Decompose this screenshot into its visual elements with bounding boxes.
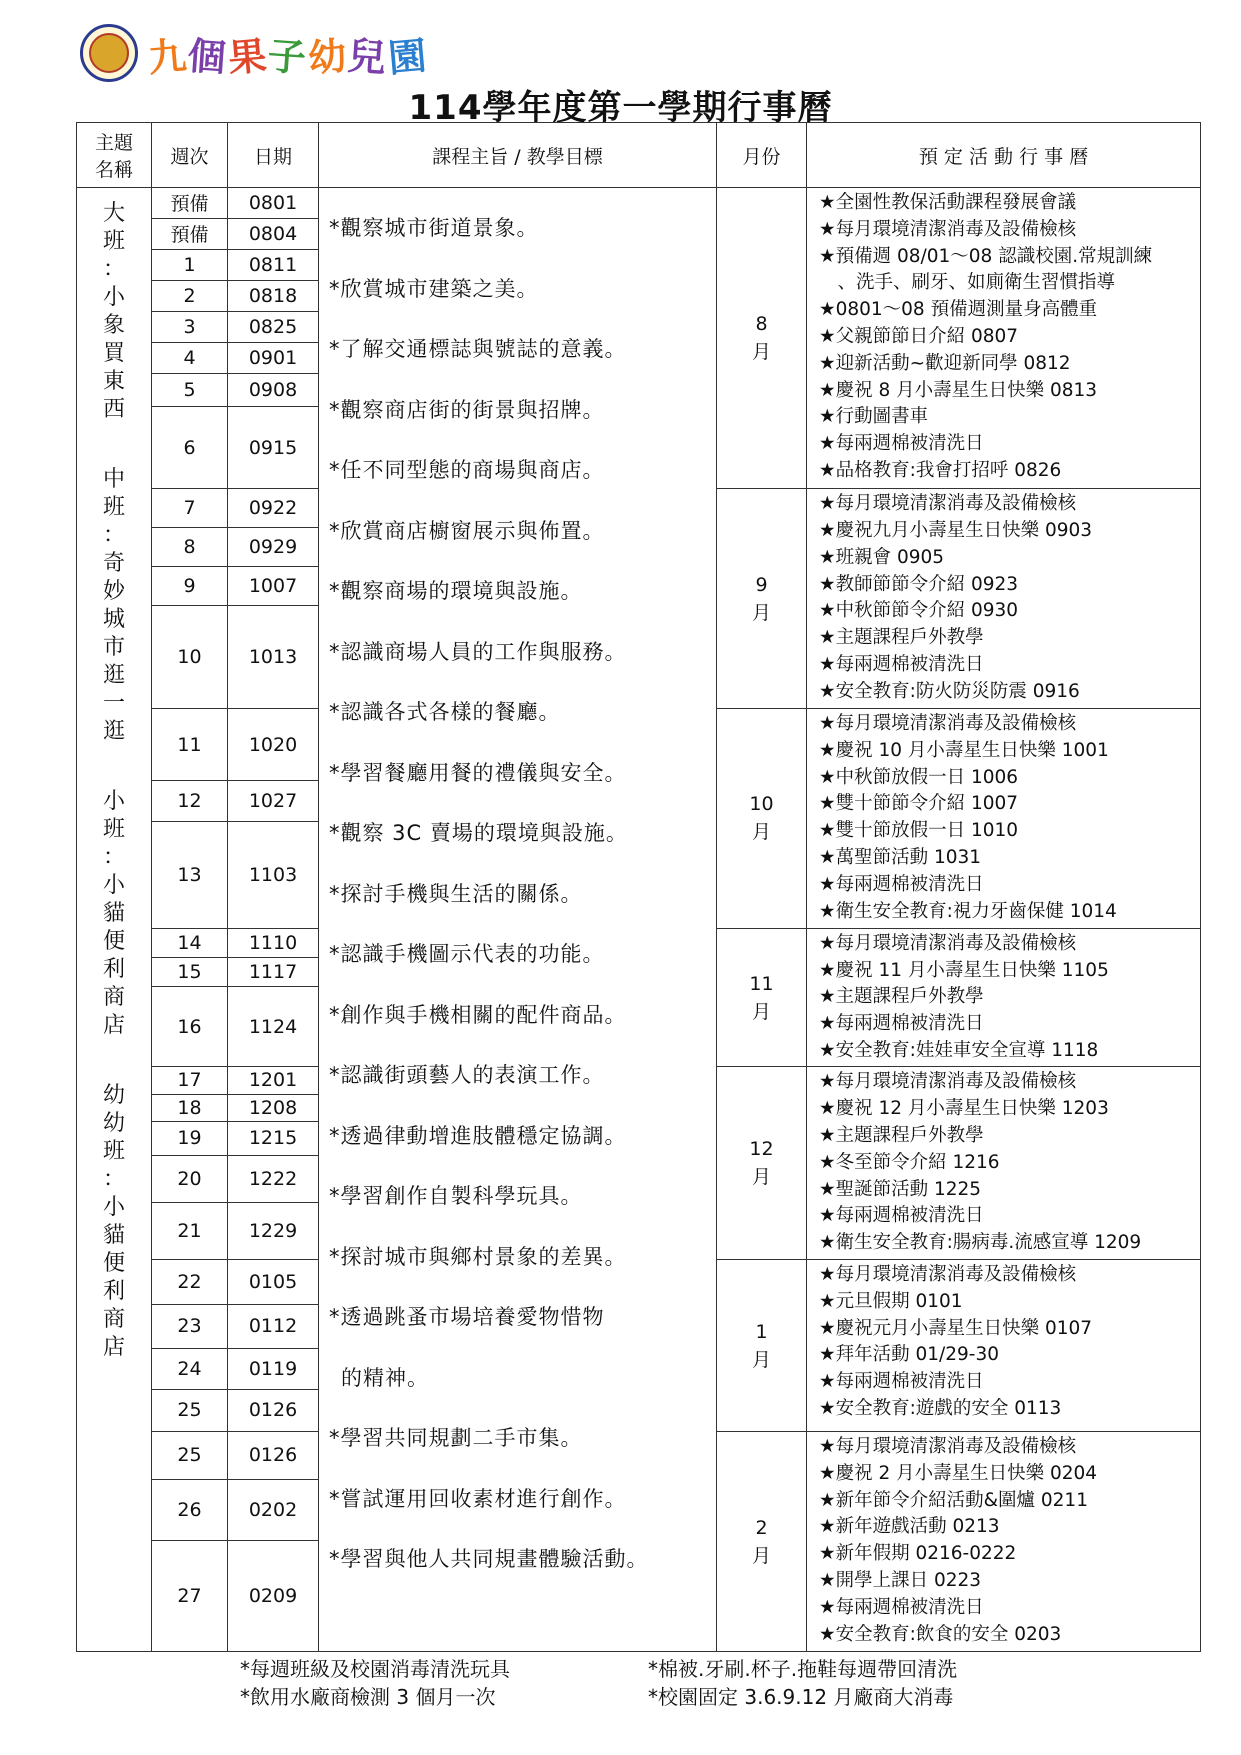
date-cell: 0901	[228, 342, 319, 373]
goal-item: *學習創作自製科學玩具。	[329, 1184, 583, 1208]
school-name-logo: 九個果子幼兒園	[146, 32, 431, 81]
week-cell: 預備	[152, 188, 228, 219]
activity-item: ★中秋節放假一日 1006	[819, 766, 1019, 788]
activity-item: ★每月環境清潔消毒及設備檢核	[819, 712, 1077, 734]
goal-item: *探討手機與生活的關係。	[329, 881, 583, 906]
footer-notes-left	[240, 1655, 510, 1711]
activity-item: ★每兩週棉被清洗日	[819, 1013, 984, 1035]
month-cell: 11 月	[717, 928, 807, 1067]
activities-cell	[807, 1260, 1201, 1432]
footer-note: *校園固定 3.6.9.12 月廠商大消毒	[648, 1685, 954, 1709]
date-cell: 1117	[228, 957, 319, 986]
date-cell: 0804	[228, 218, 319, 249]
activities-cell	[807, 1432, 1201, 1652]
week-cell: 13	[152, 822, 228, 929]
month-cell: 12 月	[717, 1067, 807, 1260]
goal-item: *學習共同規劃二手市集。	[329, 1426, 583, 1450]
date-cell: 0202	[228, 1479, 319, 1540]
date-cell: 1229	[228, 1203, 319, 1260]
activity-item: ★雙十節節令介紹 1007	[819, 793, 1019, 815]
activities-cell	[807, 188, 1201, 489]
goal-item: *觀察商店街的街景與招牌。	[329, 397, 605, 422]
logo	[80, 18, 431, 88]
date-cell: 1208	[228, 1094, 319, 1121]
week-cell: 25	[152, 1432, 228, 1480]
activity-item: ★慶祝 10 月小壽星生日快樂 1001	[819, 739, 1109, 761]
activity-item: ★開學上課日 0223	[819, 1569, 982, 1591]
week-cell: 5	[152, 373, 228, 406]
week-cell: 26	[152, 1479, 228, 1540]
goal-item: *觀察商場的環境與設施。	[329, 579, 583, 603]
month-cell: 9 月	[717, 489, 807, 709]
activity-item: ★中秋節節令介紹 0930	[819, 600, 1019, 622]
date-cell: 0811	[228, 249, 319, 280]
theme-column	[77, 188, 152, 1652]
goal-item: *認識街頭藝人的表演工作。	[329, 1063, 605, 1087]
activity-item: ★教師節節令介紹 0923	[819, 573, 1019, 595]
date-cell: 1222	[228, 1155, 319, 1203]
week-cell: 預備	[152, 218, 228, 249]
month-cell: 10 月	[717, 708, 807, 928]
activity-item: ★慶祝 12 月小壽星生日快樂 1203	[819, 1098, 1109, 1120]
activity-item: ★冬至節令介紹 1216	[819, 1151, 1000, 1173]
activity-item: ★預備週 08/01～08 認識校園.常規訓練	[819, 245, 1153, 267]
header-theme: 主題 名稱	[77, 123, 152, 188]
activities-cell	[807, 489, 1201, 709]
week-cell: 1	[152, 249, 228, 280]
footer-note: *每週班級及校園消毒清洗玩具	[240, 1657, 510, 1681]
activity-item: ★每月環境清潔消毒及設備檢核	[819, 932, 1077, 954]
goal-item: *欣賞城市建築之美。	[329, 276, 539, 301]
week-cell: 3	[152, 311, 228, 342]
month-cell: 1 月	[717, 1260, 807, 1432]
week-cell: 17	[152, 1067, 228, 1094]
activities-cell	[807, 928, 1201, 1067]
date-cell: 0818	[228, 280, 319, 311]
date-cell: 0112	[228, 1304, 319, 1349]
goal-item: *認識手機圖示代表的功能。	[329, 942, 605, 966]
activity-item: ★衛生安全教育:腸病毒.流感宣導 1209	[819, 1232, 1142, 1254]
date-cell: 0126	[228, 1389, 319, 1431]
week-cell: 12	[152, 781, 228, 822]
activity-item: ★每兩週棉被清洗日	[819, 653, 984, 675]
activity-item: ★慶祝 2 月小壽星生日快樂 0204	[819, 1462, 1098, 1484]
activity-item: ★每月環境清潔消毒及設備檢核	[819, 218, 1077, 240]
school-seal-icon	[80, 24, 138, 82]
activity-item: ★新年假期 0216-0222	[819, 1543, 1017, 1565]
activity-item: ★每兩週棉被清洗日	[819, 433, 984, 455]
week-cell: 21	[152, 1203, 228, 1260]
activity-item: ★萬聖節活動 1031	[819, 846, 982, 868]
week-cell: 8	[152, 528, 228, 567]
week-cell: 16	[152, 987, 228, 1067]
date-cell: 1103	[228, 822, 319, 929]
activity-item: ★每月環境清潔消毒及設備檢核	[819, 493, 1077, 515]
theme-name: 幼 幼 班 ： 小 貓 便 利 商 店	[102, 1083, 125, 1360]
date-cell: 0825	[228, 311, 319, 342]
week-cell: 18	[152, 1094, 228, 1121]
activity-item: ★主題課程戶外教學	[819, 1124, 984, 1146]
header-goal: 課程主旨 / 教學目標	[319, 123, 717, 188]
table-row	[77, 188, 1201, 219]
date-cell: 0915	[228, 407, 319, 489]
theme-name: 大 班 ： 小 象 買 東 西	[102, 201, 125, 422]
activity-item: ★主題課程戶外教學	[819, 627, 984, 649]
activity-item: 、洗手、刷牙、如廁衛生習慣指導	[819, 272, 1116, 294]
activity-item: ★新年節令介紹活動&圍爐 0211	[819, 1489, 1088, 1511]
week-cell: 4	[152, 342, 228, 373]
date-cell: 1110	[228, 928, 319, 957]
date-cell: 0209	[228, 1540, 319, 1651]
date-cell: 0801	[228, 188, 319, 219]
date-cell: 1020	[228, 708, 319, 780]
date-cell: 1215	[228, 1121, 319, 1155]
goal-item: *透過跳蚤市場培養愛物惜物	[329, 1305, 605, 1329]
activity-item: ★品格教育:我會打招呼 0826	[819, 459, 1062, 481]
goal-item: 的精神。	[341, 1365, 429, 1390]
week-cell: 7	[152, 489, 228, 528]
activities-cell	[807, 708, 1201, 928]
goal-item: *透過律動增進肢體穩定協調。	[329, 1123, 627, 1148]
activity-item: ★新年遊戲活動 0213	[819, 1516, 1000, 1538]
goal-item: *學習餐廳用餐的禮儀與安全。	[329, 760, 627, 785]
goal-item: *創作與手機相關的配件商品。	[329, 1002, 627, 1027]
header-activities: 預 定 活 動 行 事 曆	[807, 123, 1201, 188]
goal-item: *認識各式各樣的餐廳。	[329, 700, 561, 724]
activity-item: ★慶祝 8 月小壽星生日快樂 0813	[819, 379, 1098, 401]
goal-item: *任不同型態的商場與商店。	[329, 458, 605, 482]
week-cell: 11	[152, 708, 228, 780]
week-cell: 10	[152, 605, 228, 708]
activity-item: ★元旦假期 0101	[819, 1290, 963, 1312]
goal-item: *探討城市與鄉村景象的差異。	[329, 1244, 627, 1269]
goal-item: *觀察 3C 賣場的環境與設施。	[329, 821, 628, 845]
week-cell: 6	[152, 407, 228, 489]
theme-name: 小 班 ： 小 貓 便 利 商 店	[102, 789, 125, 1038]
activity-item: ★慶祝元月小壽星生日快樂 0107	[819, 1317, 1093, 1339]
week-cell: 24	[152, 1349, 228, 1389]
activity-item: ★每月環境清潔消毒及設備檢核	[819, 1071, 1077, 1093]
activities-cell	[807, 1067, 1201, 1260]
week-cell: 25	[152, 1389, 228, 1431]
activity-item: ★父親節節日介紹 0807	[819, 325, 1019, 347]
week-cell: 19	[152, 1121, 228, 1155]
date-cell: 0929	[228, 528, 319, 567]
calendar-table	[76, 122, 1201, 1652]
date-cell: 1007	[228, 567, 319, 606]
month-cell: 2 月	[717, 1432, 807, 1652]
activity-item: ★班親會 0905	[819, 546, 945, 568]
activity-item: ★每兩週棉被清洗日	[819, 873, 984, 895]
week-cell: 14	[152, 928, 228, 957]
activity-item: ★雙十節放假一日 1010	[819, 820, 1019, 842]
activity-item: ★安全教育:飲食的安全 0203	[819, 1623, 1062, 1645]
week-cell: 9	[152, 567, 228, 606]
footer-note: *飲用水廠商檢測 3 個月一次	[240, 1685, 496, 1709]
footer-notes-right	[648, 1655, 957, 1711]
goals-column	[319, 188, 717, 1652]
date-cell: 1013	[228, 605, 319, 708]
activity-item: ★行動圖書車	[819, 406, 929, 428]
activity-item: ★拜年活動 01/29-30	[819, 1344, 999, 1366]
activity-item: ★主題課程戶外教學	[819, 986, 984, 1008]
activity-item: ★每兩週棉被清洗日	[819, 1205, 984, 1227]
week-cell: 20	[152, 1155, 228, 1203]
date-cell: 0922	[228, 489, 319, 528]
goal-item: *欣賞商店櫥窗展示與佈置。	[329, 518, 605, 543]
month-cell: 8 月	[717, 188, 807, 489]
week-cell: 15	[152, 957, 228, 986]
week-cell: 2	[152, 280, 228, 311]
date-cell: 0119	[228, 1349, 319, 1389]
activity-item: ★全園性教保活動課程發展會議	[819, 192, 1077, 213]
header-week: 週次	[152, 123, 228, 188]
goal-item: *認識商場人員的工作與服務。	[329, 639, 627, 664]
activity-item: ★安全教育:娃娃車安全宣導 1118	[819, 1040, 1099, 1061]
goal-item: *了解交通標誌與號誌的意義。	[329, 337, 627, 361]
activity-item: ★衛生安全教育:視力牙齒保健 1014	[819, 900, 1117, 922]
activity-item: ★每兩週棉被清洗日	[819, 1371, 984, 1393]
activity-item: ★安全教育:遊戲的安全 0113	[819, 1398, 1062, 1420]
activity-item: ★慶祝九月小壽星生日快樂 0903	[819, 519, 1093, 541]
date-cell: 1027	[228, 781, 319, 822]
header-date: 日期	[228, 123, 319, 188]
goal-item: *學習與他人共同規畫體驗活動。	[329, 1547, 649, 1571]
activity-item: ★安全教育:防火防災防震 0916	[819, 680, 1080, 702]
theme-name: 中 班 ： 奇 妙 城 市 逛 一 逛	[102, 467, 125, 744]
page-title: 114學年度第一學期行事曆	[408, 88, 833, 128]
date-cell: 1201	[228, 1067, 319, 1094]
goal-item: *觀察城市街道景象。	[329, 216, 539, 240]
footer-note: *棉被.牙刷.杯子.拖鞋每週帶回清洗	[648, 1657, 958, 1681]
date-cell: 0126	[228, 1432, 319, 1480]
table-header-row	[77, 123, 1201, 188]
date-cell: 0908	[228, 373, 319, 406]
activity-item: ★每月環境清潔消毒及設備檢核	[819, 1264, 1077, 1286]
activity-item: ★慶祝 11 月小壽星生日快樂 1105	[819, 959, 1109, 981]
goal-item: *嘗試運用回收素材進行創作。	[329, 1486, 627, 1511]
week-cell: 27	[152, 1540, 228, 1651]
activity-item: ★迎新活動~歡迎新同學 0812	[819, 352, 1071, 374]
date-cell: 1124	[228, 987, 319, 1067]
date-cell: 0105	[228, 1260, 319, 1305]
week-cell: 22	[152, 1260, 228, 1305]
activity-item: ★聖誕節活動 1225	[819, 1178, 982, 1200]
activity-item: ★每月環境清潔消毒及設備檢核	[819, 1436, 1077, 1457]
header-month: 月份	[717, 123, 807, 188]
activity-item: ★0801～08 預備週測量身高體重	[819, 299, 1098, 321]
activity-item: ★每兩週棉被清洗日	[819, 1596, 984, 1618]
week-cell: 23	[152, 1304, 228, 1349]
